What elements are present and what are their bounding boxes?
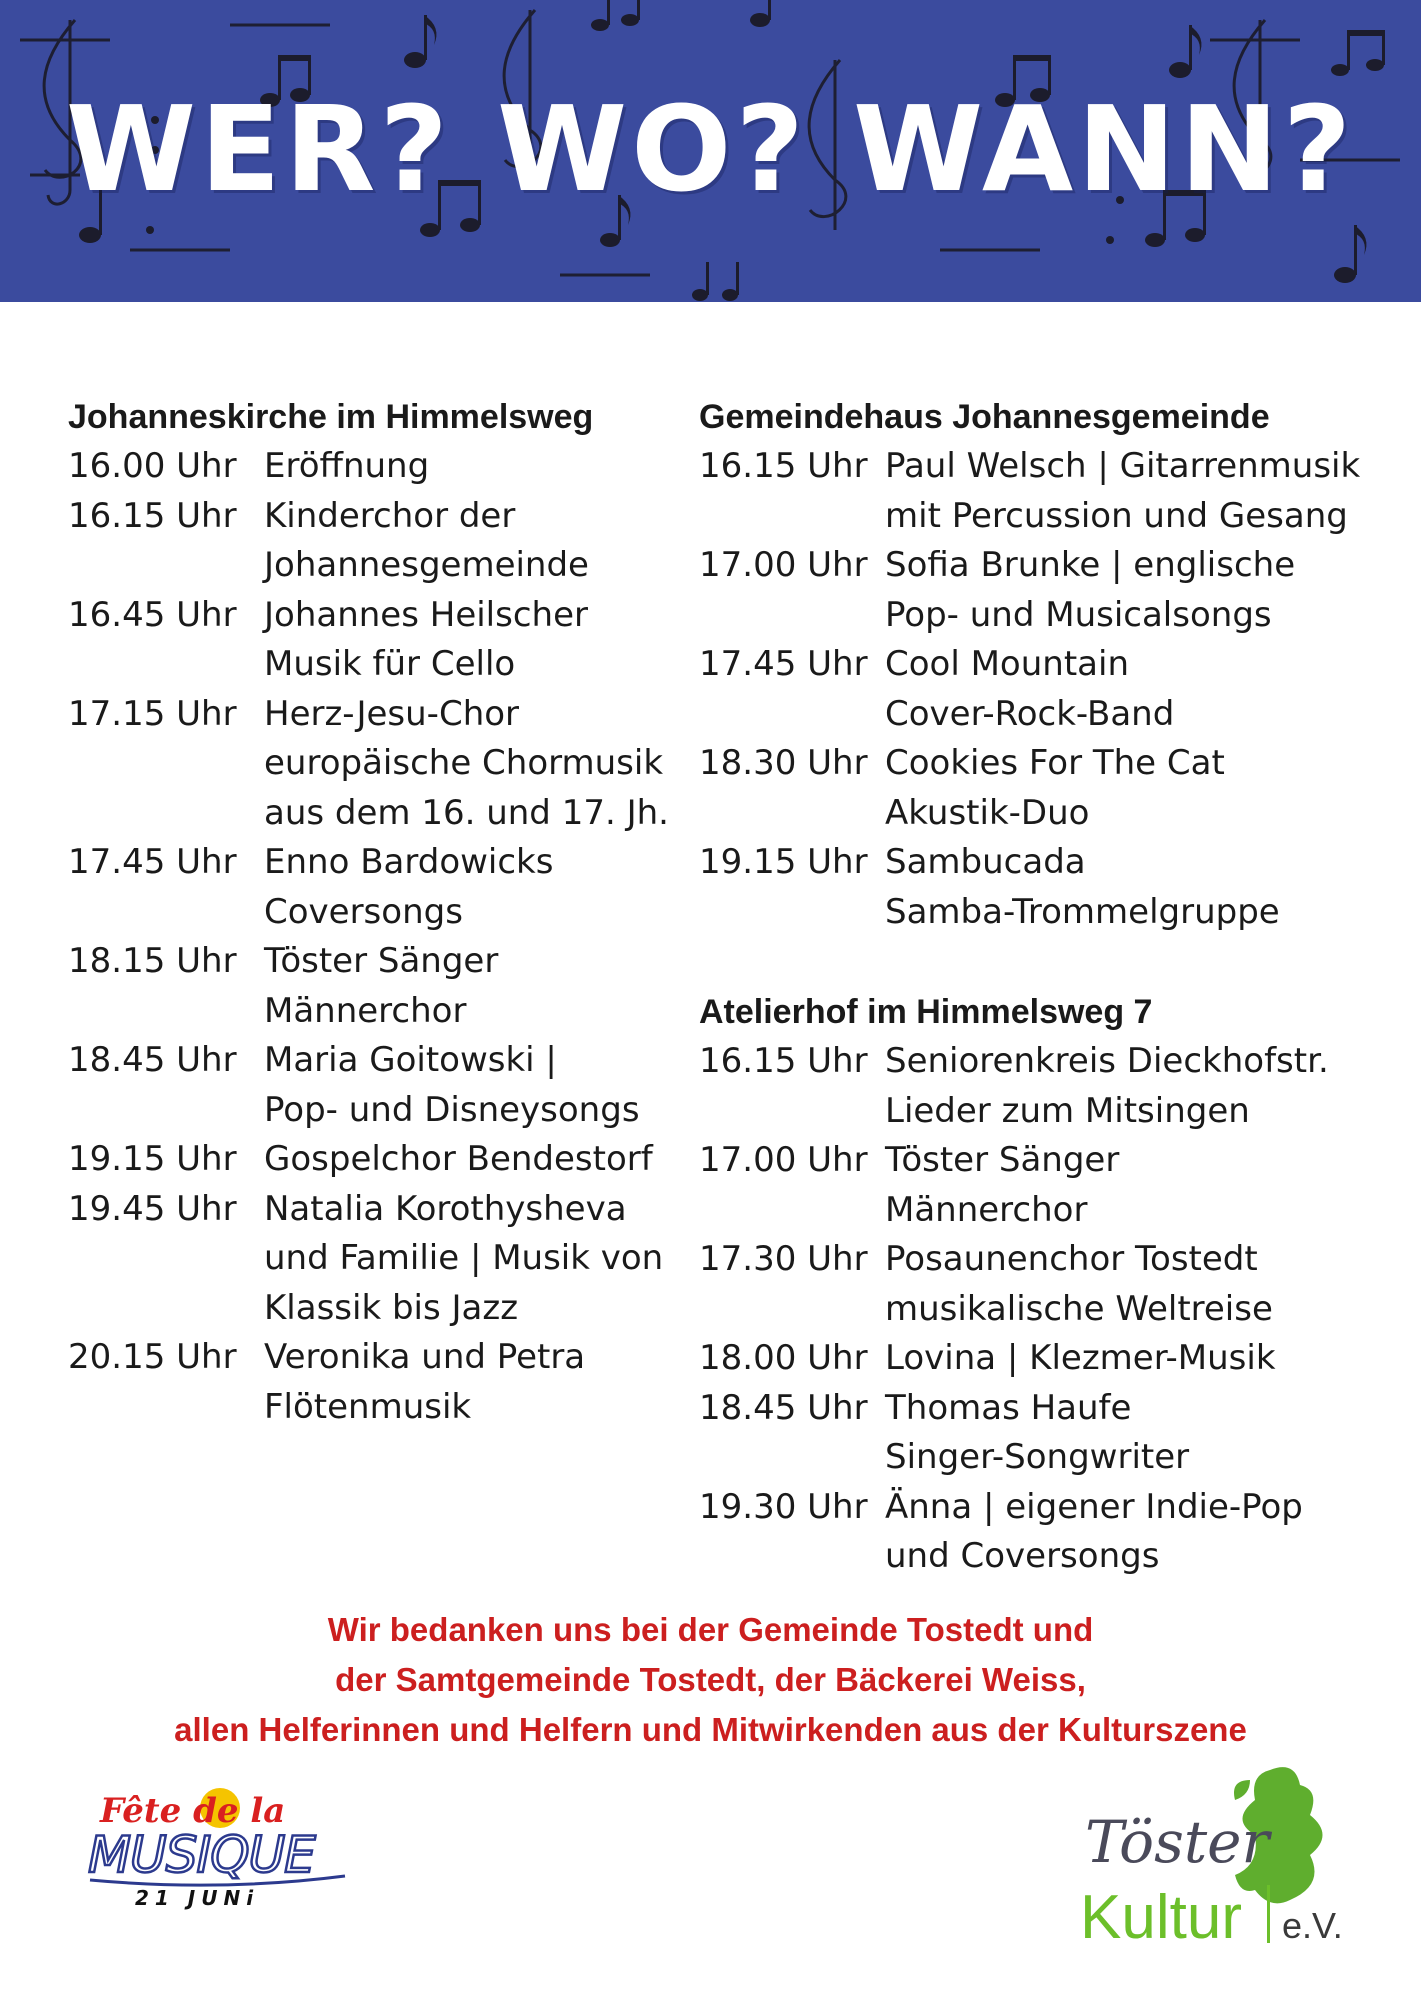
event-description xyxy=(885,1483,1303,1582)
schedule-entry xyxy=(68,690,688,839)
venue-spacer xyxy=(699,937,1399,987)
event-description xyxy=(885,1334,1276,1384)
event-time: 17.45 Uhr xyxy=(68,842,237,882)
event-description xyxy=(264,1036,640,1135)
event-line: Cookies For The Cat xyxy=(885,743,1225,783)
schedule-entry xyxy=(699,640,1399,739)
event-line: Thomas Haufe xyxy=(885,1387,1132,1428)
event-line: und Coversongs xyxy=(885,1536,1160,1576)
event-line: Paul Welsch | Gitarrenmusik xyxy=(885,446,1361,486)
event-description xyxy=(885,739,1225,838)
schedule-entry xyxy=(699,1136,1399,1235)
event-line: Flötenmusik xyxy=(264,1386,472,1427)
event-description xyxy=(264,1333,585,1432)
schedule-entry xyxy=(699,1334,1399,1384)
fete-logo-line2: MUSIQUE xyxy=(88,1826,315,1884)
schedule-entry xyxy=(68,1185,688,1334)
schedule-entry xyxy=(68,1135,688,1185)
fete-logo-line1: Fête de la xyxy=(100,1791,286,1831)
event-time: 16.45 Uhr xyxy=(68,594,237,635)
event-line: Johannes Heilscher xyxy=(264,594,588,635)
event-time: 18.15 Uhr xyxy=(68,941,237,981)
event-line: aus dem 16. und 17. Jh. xyxy=(264,792,669,833)
event-description xyxy=(264,1185,663,1334)
schedule-entry xyxy=(68,838,688,937)
schedule-entry xyxy=(699,541,1399,640)
event-line: Musik für Cello xyxy=(264,644,516,684)
event-line: mit Percussion und Gesang xyxy=(885,495,1348,536)
event-time: 17.45 Uhr xyxy=(699,644,868,684)
event-line: und Familie | Musik von xyxy=(264,1238,664,1278)
event-time: 16.00 Uhr xyxy=(68,446,237,486)
event-description xyxy=(264,690,669,839)
schedule-entry xyxy=(68,591,688,690)
event-time: 16.15 Uhr xyxy=(699,446,868,486)
event-line: Töster Sänger xyxy=(264,941,499,981)
schedule-entry xyxy=(699,1235,1399,1334)
event-line: Samba-Trommelgruppe xyxy=(885,891,1280,932)
event-line: Sofia Brunke | englische xyxy=(885,545,1296,585)
event-line: Männerchor xyxy=(885,1189,1088,1230)
event-time: 19.15 Uhr xyxy=(68,1139,237,1179)
schedule-entry xyxy=(68,937,688,1036)
event-line: Gospelchor Bendestorf xyxy=(264,1139,653,1179)
event-time: 18.45 Uhr xyxy=(699,1387,868,1428)
event-line: Coversongs xyxy=(264,891,463,932)
event-line: Klassik bis Jazz xyxy=(264,1287,519,1328)
thanks-line: Wir bedanken uns bei der Gemeinde Tostedt und xyxy=(327,1611,1094,1648)
schedule-entry xyxy=(699,739,1399,838)
event-description xyxy=(885,1235,1273,1334)
event-description xyxy=(264,492,589,591)
kultur-logo-word2: Kultur xyxy=(1080,1883,1242,1952)
event-time: 17.00 Uhr xyxy=(699,1140,868,1180)
event-description xyxy=(264,838,553,937)
event-description xyxy=(885,640,1174,739)
fete-logo-line3: 21 JUNi xyxy=(135,1886,260,1910)
event-line: Enno Bardowicks xyxy=(264,842,554,882)
event-line: Herz-Jesu-Chor xyxy=(264,693,520,734)
event-time: 19.15 Uhr xyxy=(699,842,868,882)
schedule-entry xyxy=(68,1036,688,1135)
event-time: 19.30 Uhr xyxy=(699,1486,868,1527)
toester-kultur-logo xyxy=(1070,1760,1370,1960)
event-time: 16.15 Uhr xyxy=(699,1041,868,1081)
event-time: 16.15 Uhr xyxy=(68,495,237,536)
schedule-entry xyxy=(68,1333,688,1432)
event-line: Natalia Korothysheva xyxy=(264,1188,627,1229)
event-description xyxy=(885,1037,1329,1136)
event-time: 20.15 Uhr xyxy=(68,1337,237,1377)
left-schedule-column xyxy=(68,392,688,1432)
fete-de-la-musique-logo xyxy=(80,1780,360,1910)
event-description xyxy=(264,937,498,1036)
event-line: Lovina | Klezmer-Musik xyxy=(885,1338,1276,1378)
event-line: Töster Sänger xyxy=(885,1140,1120,1180)
event-line: Eröffnung xyxy=(264,446,430,486)
event-time: 17.30 Uhr xyxy=(699,1239,868,1279)
schedule-entry xyxy=(699,1483,1399,1582)
kultur-logo-word1: Töster xyxy=(1085,1808,1270,1876)
event-time: 18.30 Uhr xyxy=(699,743,868,783)
event-description xyxy=(885,1384,1189,1483)
schedule-entry xyxy=(68,492,688,591)
event-description xyxy=(264,591,588,690)
schedule-entry xyxy=(699,1037,1399,1136)
event-description xyxy=(885,1136,1119,1235)
event-line: Sambucada xyxy=(885,842,1086,882)
event-line: Pop- und Disneysongs xyxy=(264,1089,640,1130)
event-time: 17.15 Uhr xyxy=(68,693,237,734)
header-banner xyxy=(0,0,1421,302)
venue-heading: Gemeindehaus Johannesgemeinde xyxy=(699,398,1270,436)
event-line: europäische Chormusik xyxy=(264,743,664,783)
event-line: Posaunenchor Tostedt xyxy=(885,1239,1258,1279)
thanks-message xyxy=(0,1605,1421,1755)
event-line: Lieder zum Mitsingen xyxy=(885,1090,1250,1131)
schedule-entry xyxy=(699,1384,1399,1483)
event-line: Johannesgemeinde xyxy=(264,545,589,585)
event-line: Veronika und Petra xyxy=(264,1337,586,1377)
right-schedule-column xyxy=(699,392,1399,1582)
event-time: 18.45 Uhr xyxy=(68,1040,237,1080)
event-line: musikalische Weltreise xyxy=(885,1288,1273,1329)
event-time: 19.45 Uhr xyxy=(68,1188,237,1229)
event-line: Cover-Rock-Band xyxy=(885,693,1175,734)
event-time: 17.00 Uhr xyxy=(699,545,868,585)
event-description xyxy=(264,1135,653,1185)
event-line: Seniorenkreis Dieckhofstr. xyxy=(885,1041,1329,1081)
event-description xyxy=(264,442,429,492)
event-line: Cool Mountain xyxy=(885,644,1129,684)
event-time: 18.00 Uhr xyxy=(699,1338,868,1378)
thanks-line: allen Helferinnen und Helfern und Mitwirkenden aus der Kulturszene xyxy=(174,1711,1247,1748)
event-line: Kinderchor der xyxy=(264,495,516,536)
schedule-entry xyxy=(68,442,688,492)
page-title: WER? WO? WANN? xyxy=(65,80,1356,218)
event-line: Pop- und Musicalsongs xyxy=(885,594,1272,635)
event-line: Akustik-Duo xyxy=(885,792,1090,833)
event-description xyxy=(885,442,1360,541)
event-line: Maria Goitowski | xyxy=(264,1040,557,1080)
venue-heading: Johanneskirche im Himmelsweg xyxy=(68,398,594,436)
kultur-logo-suffix: e.V. xyxy=(1282,1905,1343,1946)
venue-heading: Atelierhof im Himmelsweg 7 xyxy=(699,993,1153,1031)
event-description xyxy=(885,541,1295,640)
event-line: Änna | eigener Indie-Pop xyxy=(885,1486,1303,1527)
event-line: Singer-Songwriter xyxy=(885,1437,1190,1477)
schedule-entry xyxy=(699,442,1399,541)
event-line: Männerchor xyxy=(264,990,467,1031)
event-description xyxy=(885,838,1280,937)
thanks-line: der Samtgemeinde Tostedt, der Bäckerei Weiss, xyxy=(335,1661,1086,1698)
schedule-entry xyxy=(699,838,1399,937)
